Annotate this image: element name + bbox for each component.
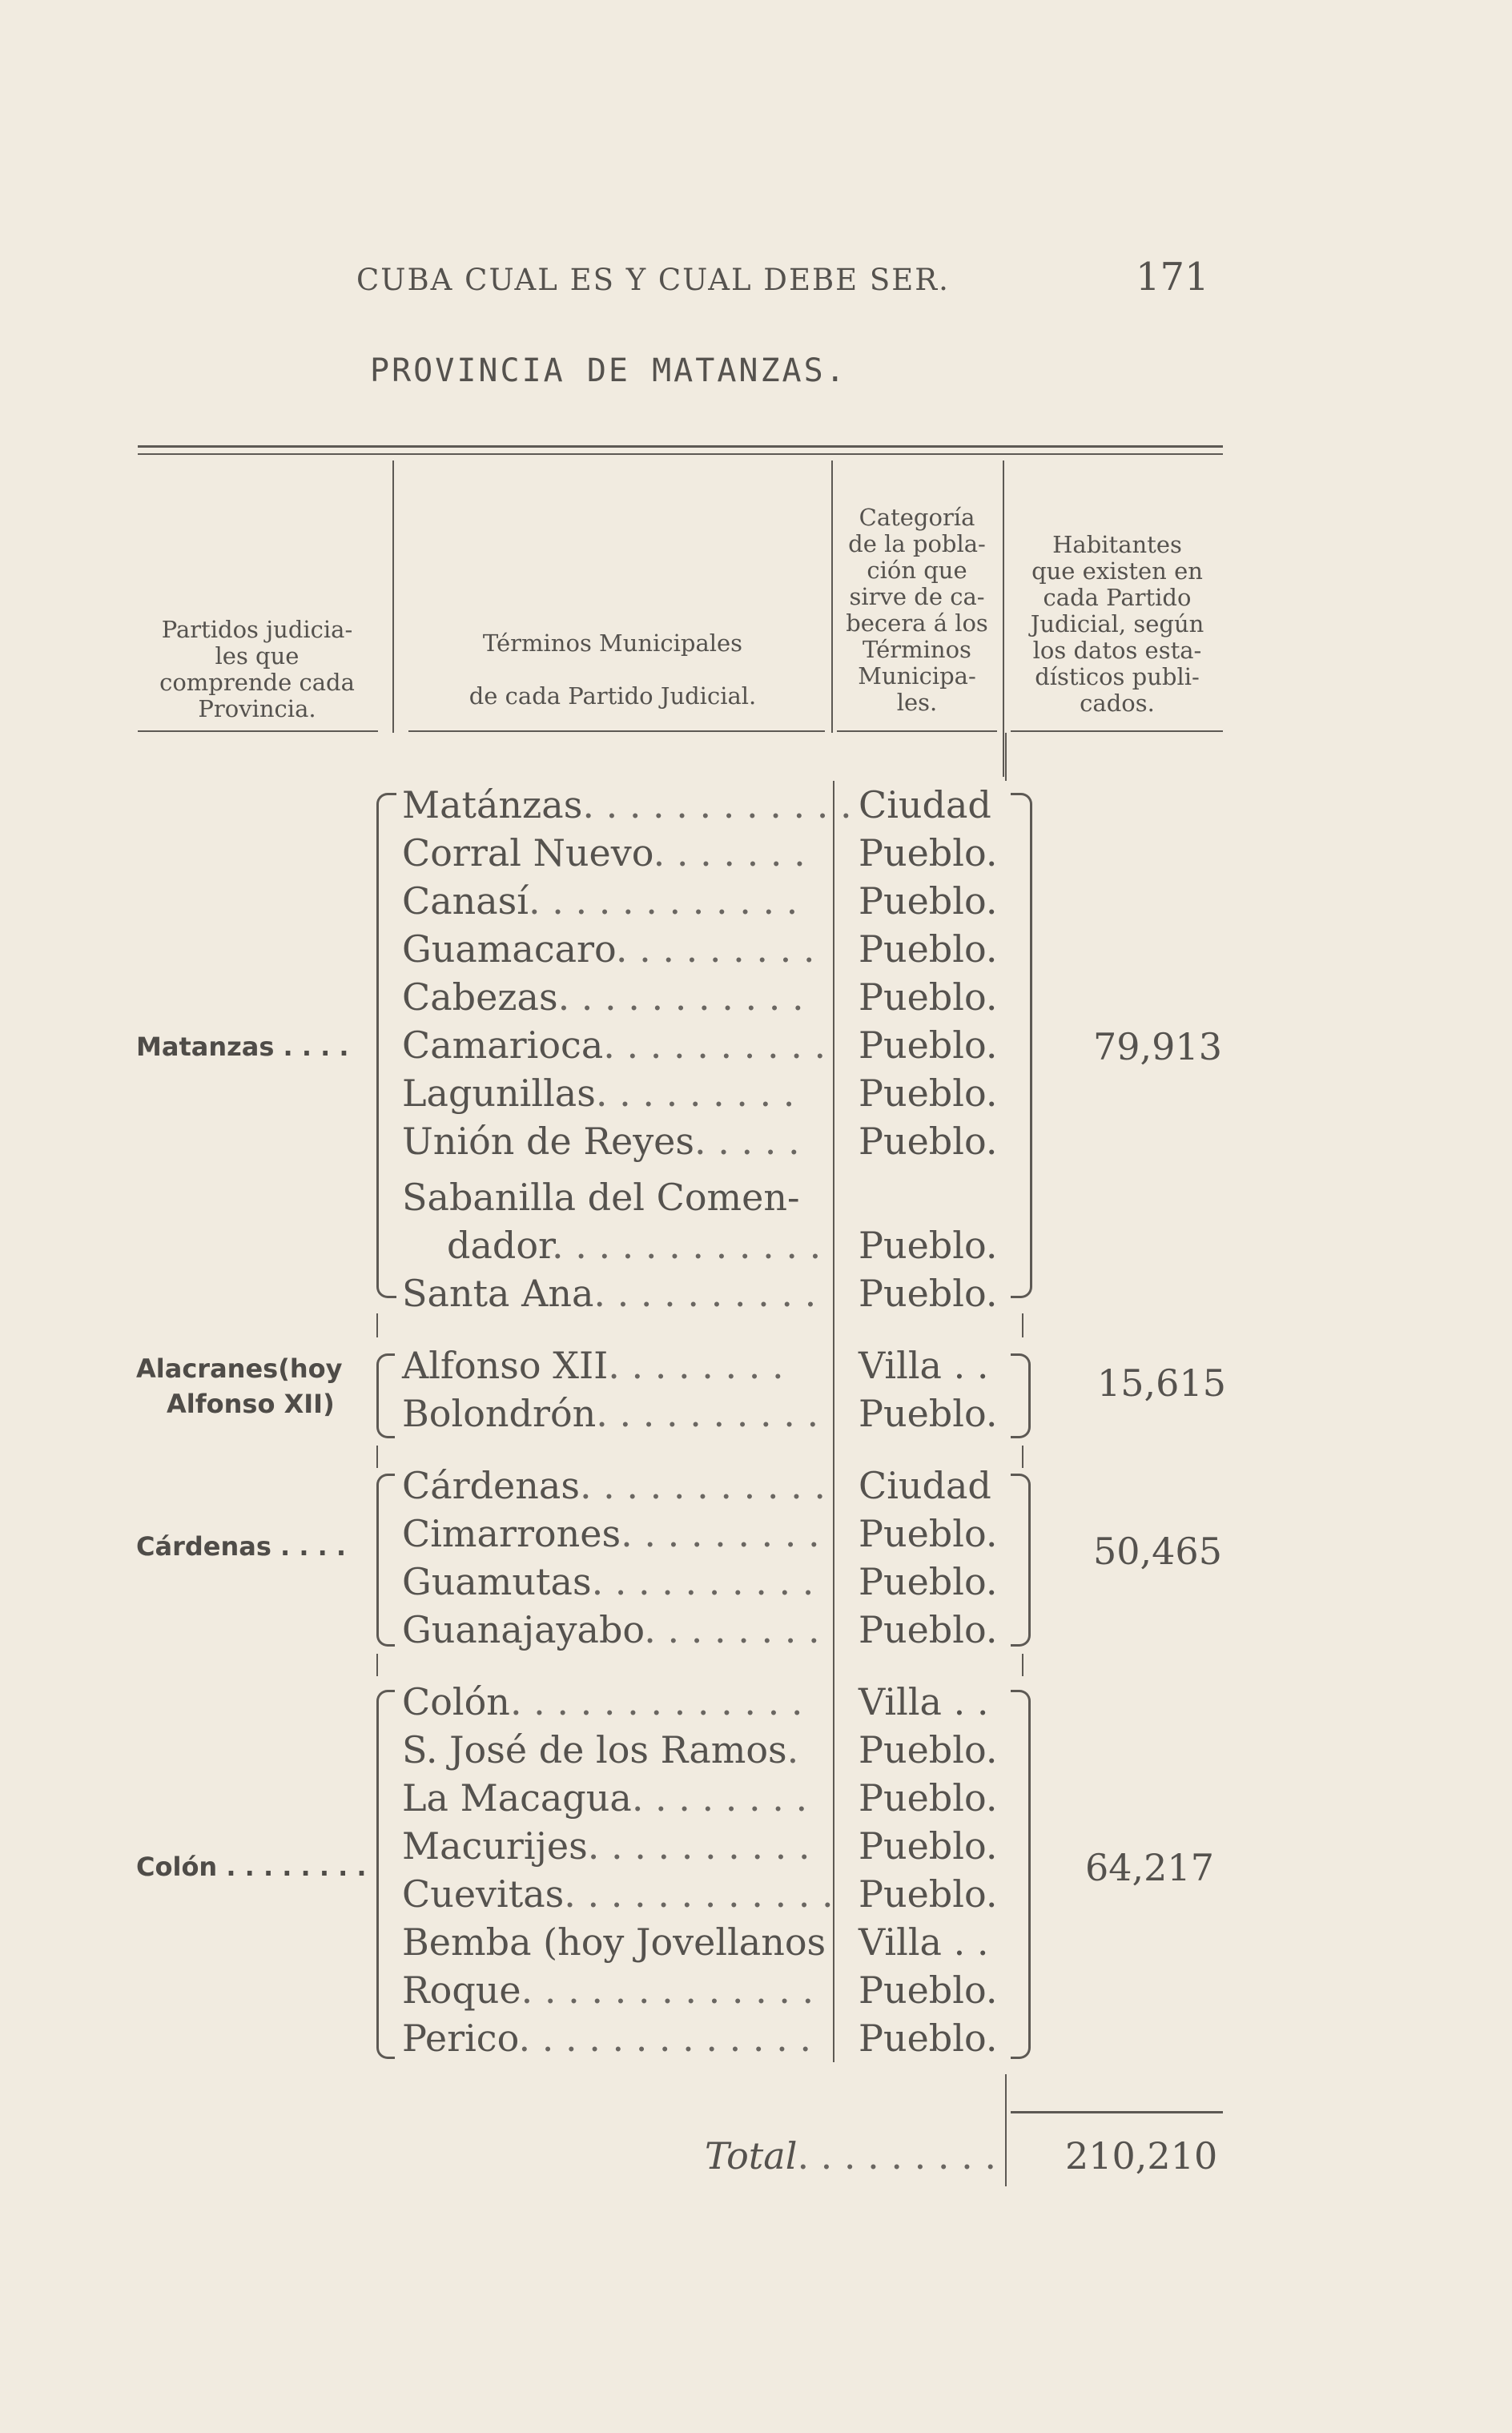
tick-3 <box>376 1654 378 1676</box>
termino-name: Matánzas <box>402 783 583 826</box>
header-partidos-line: Provincia. <box>198 695 316 722</box>
categoria-cell: Pueblo. <box>859 1728 998 1771</box>
leader-dots: . . . . . . . . . . . <box>557 975 804 1019</box>
col-divider-3 <box>1003 460 1004 777</box>
header-categoria <box>833 505 1001 716</box>
termino-row <box>402 829 806 877</box>
header-terminos-line: de cada Partido Judicial. <box>468 682 757 710</box>
termino-row <box>402 973 804 1021</box>
termino-name: Perico <box>402 2017 519 2060</box>
habitantes-alacranes: 15,615 <box>1097 1361 1226 1405</box>
leader-dots: . <box>786 1728 799 1771</box>
termino-name: Camarioca <box>402 1023 604 1067</box>
leader-dots: . . . . . . . . . . <box>587 1824 810 1868</box>
categoria-cell: Pueblo. <box>859 1776 998 1820</box>
termino-name: Unión de Reyes <box>402 1120 695 1163</box>
tick-1 <box>376 1313 378 1337</box>
leader-dots: . . . . . . . . . <box>797 2134 997 2178</box>
header-habitantes-line: Judicial, según <box>1030 610 1204 637</box>
leader-dots: . . . . . . . . . . . <box>579 1464 826 1507</box>
habitantes-colon: 64,217 <box>1085 1846 1214 1889</box>
leader-dots: . . . . . . . . . . . . <box>564 1872 834 1916</box>
total-divider <box>1005 2074 1007 2186</box>
leader-dots: . . . . . . . <box>653 831 806 875</box>
header-habitantes-line: dísticos publi- <box>1035 663 1200 690</box>
termino-name: Santa Ana <box>402 1272 594 1315</box>
termino-name: Cimarrones <box>402 1512 621 1555</box>
categoria-cell: Pueblo. <box>859 831 998 875</box>
leader-dots: . . . . . . . . . . . . . <box>518 2017 812 2060</box>
termino-row <box>402 1726 798 1774</box>
partido-colon: Colón . . . . . . . . <box>136 1852 367 1882</box>
termino-name: Sabanilla del Comen- <box>402 1176 800 1219</box>
partido-line: Alfonso XII) <box>167 1389 335 1419</box>
total-row <box>705 2134 996 2178</box>
page-number: 171 <box>1136 255 1209 300</box>
total-value: 210,210 <box>1065 2134 1218 2178</box>
header-categoria-line: ción que <box>867 557 967 584</box>
leader-dots: . . . . . . . . . <box>595 1072 795 1115</box>
right-brace-colon <box>1011 1690 1031 2059</box>
partido-matanzas: Matanzas . . . . <box>136 1032 349 1062</box>
leader-dots: . . . . . . . . . . <box>591 1560 814 1603</box>
header-underline-4 <box>1011 730 1223 732</box>
partido-cardenas: Cárdenas . . . . <box>136 1531 347 1562</box>
header-habitantes-line: que existen en <box>1031 557 1203 585</box>
leader-dots: . . . . . . . . . . <box>593 1272 817 1315</box>
header-habitantes-line: Habitantes <box>1052 531 1182 558</box>
termino-name: Roque <box>402 1969 521 2012</box>
termino-row <box>402 1117 800 1165</box>
header-partidos-line: les que <box>215 642 300 670</box>
header-underline-3 <box>837 730 997 732</box>
header-categoria-line: les. <box>896 689 938 716</box>
left-brace-matanzas <box>376 793 396 1298</box>
header-categoria-line: Términos <box>863 636 971 663</box>
header-terminos <box>400 617 825 722</box>
partido-alacranes <box>136 1351 342 1422</box>
termino-row <box>402 877 798 925</box>
termino-row <box>402 925 814 973</box>
categoria-cell: Pueblo. <box>859 1023 998 1067</box>
top-rule <box>138 445 1223 448</box>
termino-name: Guamacaro <box>402 927 616 971</box>
tick-4 <box>1022 1313 1023 1337</box>
total-label: Total <box>705 2134 798 2178</box>
termino-row <box>402 1069 794 1117</box>
header-terminos-line: Términos Municipales <box>482 629 743 657</box>
header-partidos-line: comprende cada <box>159 669 355 696</box>
termino-name: dador <box>447 1224 552 1267</box>
termino-row <box>402 1966 814 2014</box>
termino-name: La Macagua <box>402 1776 632 1820</box>
termino-row <box>402 2014 811 2062</box>
categoria-cell: Pueblo. <box>859 1072 998 1115</box>
termino-row <box>402 1678 803 1726</box>
right-brace-matanzas <box>1011 793 1032 1298</box>
categoria-cell: Pueblo. <box>859 975 998 1019</box>
leader-dots: . . . . . . . . . . . . <box>582 783 852 826</box>
termino-row <box>402 1606 820 1654</box>
header-underline-1 <box>138 730 378 732</box>
categoria-cell: Villa . . <box>859 1920 989 1964</box>
termino-name: Cárdenas <box>402 1464 580 1507</box>
leader-dots: . . . . . . . . . <box>615 927 815 971</box>
termino-name: Cuevitas <box>402 1872 565 1916</box>
leader-dots: . . . . . . . . . . . . . <box>521 1969 814 2012</box>
categoria-cell: Pueblo. <box>859 1608 998 1651</box>
categoria-cell: Pueblo. <box>859 927 998 971</box>
termino-row <box>447 1221 821 1269</box>
termino-name: Guamutas <box>402 1560 592 1603</box>
header-partidos <box>138 617 376 722</box>
termino-row <box>402 1558 814 1606</box>
header-categoria-line: Municipa- <box>858 662 976 690</box>
leader-dots: . . . . . <box>694 1120 800 1163</box>
termino-row <box>402 1462 826 1510</box>
leader-dots: . . . . . . . . . . . . <box>551 1224 822 1267</box>
termino-row <box>402 1870 834 1918</box>
categoria-cell: Pueblo. <box>859 1824 998 1868</box>
termino-name: Corral Nuevo <box>402 831 653 875</box>
termino-row <box>402 1774 807 1822</box>
leader-dots: . . . . . . . . <box>608 1344 784 1387</box>
habitantes-cardenas: 50,465 <box>1093 1530 1222 1573</box>
tick-6 <box>1022 1654 1023 1676</box>
categoria-cell: Pueblo. <box>859 1872 998 1916</box>
termino-name: Bolondrón <box>402 1392 597 1435</box>
header-underline-2 <box>408 730 825 732</box>
leader-dots: . . . . . . . . . . . . <box>529 879 798 923</box>
categoria-cell: Pueblo. <box>859 879 998 923</box>
header-habitantes-line: cada Partido <box>1043 584 1192 611</box>
termino-row <box>402 1510 820 1558</box>
left-brace-cardenas <box>376 1474 395 1647</box>
categoria-cell: Villa . . <box>859 1344 989 1387</box>
termino-name: Colón <box>402 1680 510 1723</box>
termino-name: S. José de los Ramos <box>402 1728 787 1771</box>
total-rule <box>1011 2111 1223 2113</box>
left-brace-colon <box>376 1690 395 2059</box>
termino-name: Lagunillas <box>402 1072 596 1115</box>
leader-dots: . . . . . . . . . . <box>603 1023 826 1067</box>
header-categoria-line: de la pobla- <box>848 530 986 557</box>
col-divider-1 <box>392 460 394 733</box>
termino-name: Alfonso XII <box>402 1344 609 1387</box>
termino-row <box>402 1269 816 1317</box>
tick-7 <box>1005 733 1007 781</box>
categoria-cell: Pueblo. <box>859 1120 998 1163</box>
header-categoria-line: becera á los <box>846 609 988 637</box>
categoria-cell: Pueblo. <box>859 1392 998 1435</box>
tick-5 <box>1022 1446 1023 1468</box>
categoria-cell: Pueblo. <box>859 1560 998 1603</box>
leader-dots: . . . . . . . . . <box>621 1512 820 1555</box>
termino-row <box>402 1173 800 1221</box>
habitantes-matanzas: 79,913 <box>1093 1025 1222 1068</box>
categoria-cell: Ciudad <box>859 783 991 826</box>
termino-row <box>402 1341 784 1389</box>
termino-row <box>402 1822 810 1870</box>
termino-row <box>402 1021 826 1069</box>
termino-row <box>402 1389 818 1438</box>
header-habitantes-line: cados. <box>1080 690 1155 717</box>
leader-dots: . . . . . . . . <box>631 1776 808 1820</box>
categoria-cell: Pueblo. <box>859 1512 998 1555</box>
categoria-cell: Ciudad <box>859 1464 991 1507</box>
left-brace-alacranes <box>376 1353 395 1438</box>
header-partidos-line: Partidos judicia- <box>161 616 353 643</box>
leader-dots: . . . . . . . . . . <box>596 1392 819 1435</box>
right-brace-alacranes <box>1011 1353 1031 1438</box>
partido-line: Alacranes(hoy <box>136 1353 343 1384</box>
header-habitantes-line: los datos esta- <box>1032 637 1202 664</box>
province-title: PROVINCIA DE MATANZAS. <box>370 352 847 389</box>
termino-name: Bemba (hoy Jovellanos <box>402 1920 826 1964</box>
header-habitantes <box>1005 532 1229 717</box>
header-categoria-line: sirve de ca- <box>849 583 985 610</box>
categoria-cell: Pueblo. <box>859 1224 998 1267</box>
leader-dots: . . . . . . . . . . . . . <box>509 1680 803 1723</box>
termino-name: Canasí <box>402 879 529 923</box>
termino-row <box>402 1918 826 1966</box>
running-title: CUBA CUAL ES Y CUAL DEBE SER. <box>356 263 950 297</box>
categoria-cell: Pueblo. <box>859 1272 998 1315</box>
categoria-cell: Pueblo. <box>859 1969 998 2012</box>
termino-name: Macurijes <box>402 1824 588 1868</box>
header-categoria-line: Categoría <box>859 504 975 531</box>
leader-dots: . . . . . . . . <box>644 1608 820 1651</box>
termino-name: Cabezas <box>402 975 558 1019</box>
categoria-cell: Villa . . <box>859 1680 989 1723</box>
termino-name: Guanajayabo <box>402 1608 645 1651</box>
termino-row <box>402 781 852 829</box>
right-brace-cardenas <box>1011 1474 1031 1647</box>
categoria-cell: Pueblo. <box>859 2017 998 2060</box>
tick-2 <box>376 1446 378 1468</box>
top-rule-thin <box>138 453 1223 455</box>
